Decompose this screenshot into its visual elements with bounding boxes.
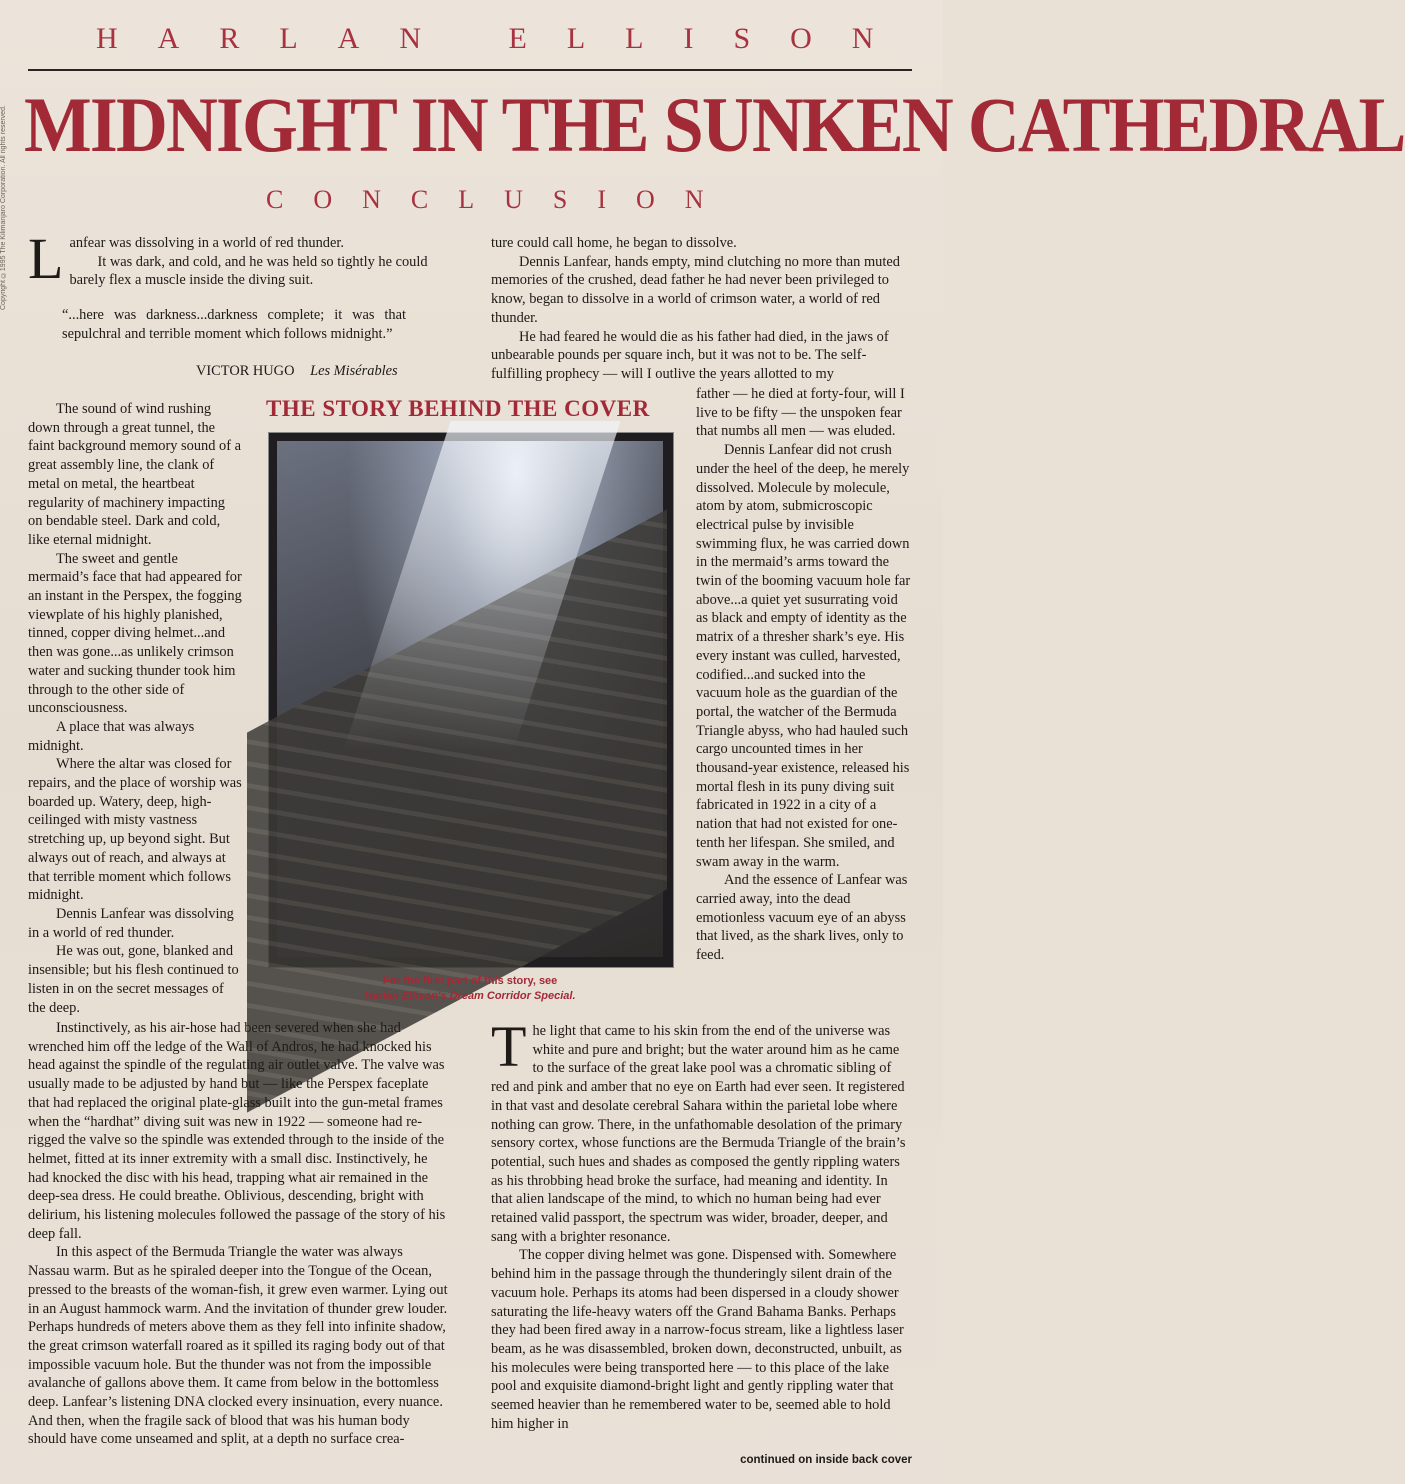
intro-paragraph-1: L anfear was dissolving in a world of red thunder. bbox=[28, 226, 344, 291]
paragraph: In this aspect of the Bermuda Triangle the water was always Nassau warm. But as he spiraled deeper into the Tongue of the Ocean, pressed to the breasts of the woman-fish, it grew even warmer. Lying out in an August hammock warm. And the invitation of thunder grew louder. Perhaps hundreds of meters above them as they fell into infinite shadow, the great crimson waterfall roared as it spilled its raging body out of that impossible vacuum hole. But the thunder was not from the impossible avalanche of gallons above them. It came from below in the bottomless deep. Lanfear’s listening DNA clocked every insinuation, every nuance. And then, when the fragile sack of blood that was his human body should have come unseamed and split, at a depth no surface crea- bbox=[28, 1244, 448, 1448]
intro-dropcap: L bbox=[28, 226, 64, 291]
paragraph: A place that was always midnight. bbox=[28, 718, 195, 754]
intro-paragraph-2: It was dark, and cold, and he was held so tightly he could barely flex a muscle inside the diving suit. bbox=[69, 253, 428, 289]
paragraph: T he light that came to his skin from the end of the universe was white and pure and bright; but the water around him as he came to the surface of the great lake pool was a chromatic sibling of red and pink and amber that no eye on Earth had ever seen. It registered in that vast and desolate cerebral Sahara within the parietal lobe where nothing can grow. There, in the unfathomable desolation of the primary sensory cortex, whose functions are the Bermuda Triangle of the brain’s potential, such hues and shades as composed the gently rippling waters as his throbbing head broke the surface, had meaning and identity. In that alien landscape of the mind, to which no human being had ever retained valid passport, the spectrum was wider, broader, deeper, and sang with a brighter resonance. bbox=[491, 1014, 906, 1245]
paragraph: father — he died at forty-four, will I live to be fifty — the unspoken fear that numbs all men — was eluded. bbox=[696, 386, 905, 440]
paragraph: ture could call home, he began to dissolve. bbox=[491, 235, 737, 251]
cover-story-heading: THE STORY BEHIND THE COVER bbox=[266, 396, 650, 421]
epigraph-attribution bbox=[196, 363, 436, 380]
sunken-cathedral-illustration bbox=[277, 441, 663, 957]
author-name: HARLAN ELLISON bbox=[96, 22, 914, 55]
section-dropcap: T bbox=[491, 1014, 527, 1079]
paragraph: Dennis Lanfear was dissolving in a world of red thunder. bbox=[28, 905, 234, 941]
paragraph: He had feared he would die as his father had died, in the jaws of unbearable pounds per square inch, but it was not to be. The self-fulfilling prophecy — will I outlive the years allotted to my bbox=[491, 328, 889, 382]
caption-line-1: For the first part of this story, see bbox=[382, 975, 558, 987]
story-subtitle: CONCLUSION bbox=[266, 185, 734, 214]
paragraph: Instinctively, as his air-hose had been severed when she had wrenched him off the ledge of the Wall of Andros, he had knocked his head against the spindle of the regulating air outlet valve. The valve was usually made to be adjusted by hand but — like the Perspex faceplate that had replaced the original plate-glass built into the gun-metal frames when the “hardhat” diving suit was new in 1922 — someone had re-rigged the valve so the spindle was extended through to the inside of the helmet, fitted at its inner extremity with a small disc. Instinctively, he had knocked the disc with his head, trapping what air remained in the deep-sea dress. He could breathe. Oblivious, descending, bright with delirium, his listening molecules followed the passage of the story of his deep fall. bbox=[28, 1020, 446, 1242]
paragraph: The sound of wind rushing down through a great tunnel, the faint background memory sound of a great assembly line, the clank of metal on metal, the heartbeat regularity of machinery impacting on bendable steel. Dark and cold, like eternal midnight. bbox=[28, 401, 242, 548]
copyright-notice: Copyright ©1995 The Kilimanjaro Corporation. All rights reserved. bbox=[0, 105, 7, 310]
paragraph: He was out, gone, blanked and insensible; but his flesh continued to listen in on the secret messages of the deep. bbox=[28, 943, 239, 1016]
epigraph-work: Les Misérables bbox=[310, 363, 398, 379]
epigraph-author: VICTOR HUGO bbox=[196, 363, 295, 379]
cover-art-frame bbox=[268, 432, 674, 968]
left-narrow-column bbox=[28, 400, 242, 1017]
right-top-column bbox=[491, 234, 911, 384]
right-narrow-column bbox=[696, 385, 912, 965]
cover-caption bbox=[268, 974, 672, 1004]
header-rule bbox=[28, 69, 912, 71]
caption-line-2: Harlan Ellison's Dream Corridor Special. bbox=[364, 990, 576, 1002]
paragraph: And the essence of Lanfear was carried away, into the dead emotionless vacuum eye of an abyss that lived, as the shark lives, only to feed. bbox=[696, 872, 908, 964]
epigraph-quote: “...here was darkness...darkness complete; it was that sepulchral and terrible moment which follows midnight.” bbox=[62, 307, 406, 342]
paragraph: Dennis Lanfear did not crush under the heel of the deep, he merely dissolved. Molecule by molecule, atom by atom, submicroscopic electrical pulse by invisible swimming flux, he was carried down in the mermaid’s arms toward the twin of the booming vacuum hole far above...a quiet yet susurrating void as black and empty of identity as the matrix of a thresher shark’s eye. His every instant was culled, harvested, codified...and sucked into the vacuum hole as the guardian of the portal, the watcher of the Bermuda Triangle abyss, who had hauled such cargo uncounted times in her thousand-year existence, released his mortal flesh in its puny diving suit fabricated in 1922 in a city of a nation that had not existed for one-tenth her lifespan. She smiled, and swam away in the warm. bbox=[696, 442, 911, 870]
continued-note: continued on inside back cover bbox=[740, 1454, 912, 1466]
story-title: MIDNIGHT IN THE SUNKEN CATHEDRAL bbox=[24, 81, 1405, 168]
intro-text bbox=[28, 226, 442, 291]
paragraph: Dennis Lanfear, hands empty, mind clutching no more than muted memories of the crushed, dead father he had never been privileged to know, began to dissolve in a world of crimson water, a world of red thunder. bbox=[491, 253, 900, 326]
left-wide-column bbox=[28, 1019, 448, 1449]
right-bottom-column bbox=[491, 1014, 911, 1433]
paragraph: The copper diving helmet was gone. Dispensed with. Somewhere behind him in the passage through the thunderingly silent drain of the vacuum hole. Perhaps its atoms had been dispersed in a cloudy shower saturating the life-heavy waters off the Grand Bahama Banks. Perhaps they had been fired away in a narrow-focus stream, like a lightless laser beam, as he was disassembled, broken down, deconstructed, unbuilt, as his molecules were being transported here — to this place of the lake pool and exquisite diamond-bright light and gently rippling water that seemed heavier than he remembered water to be, seemed able to hold him higher in bbox=[491, 1247, 904, 1432]
paragraph: The sweet and gentle mermaid’s face that had appeared for an instant in the Perspex, the fogging viewplate of his highly planished, tinned, copper diving helmet...and then was gone...as unlikely crimson water and sucking thunder took him through to the other side of unconsciousness. bbox=[28, 550, 242, 717]
paragraph: Where the altar was closed for repairs, and the place of worship was boarded up. Watery, deep, high-ceilinged with misty vastness stretching up, up beyond sight. But always out of reach, and always at that terrible moment which follows midnight. bbox=[28, 756, 242, 904]
